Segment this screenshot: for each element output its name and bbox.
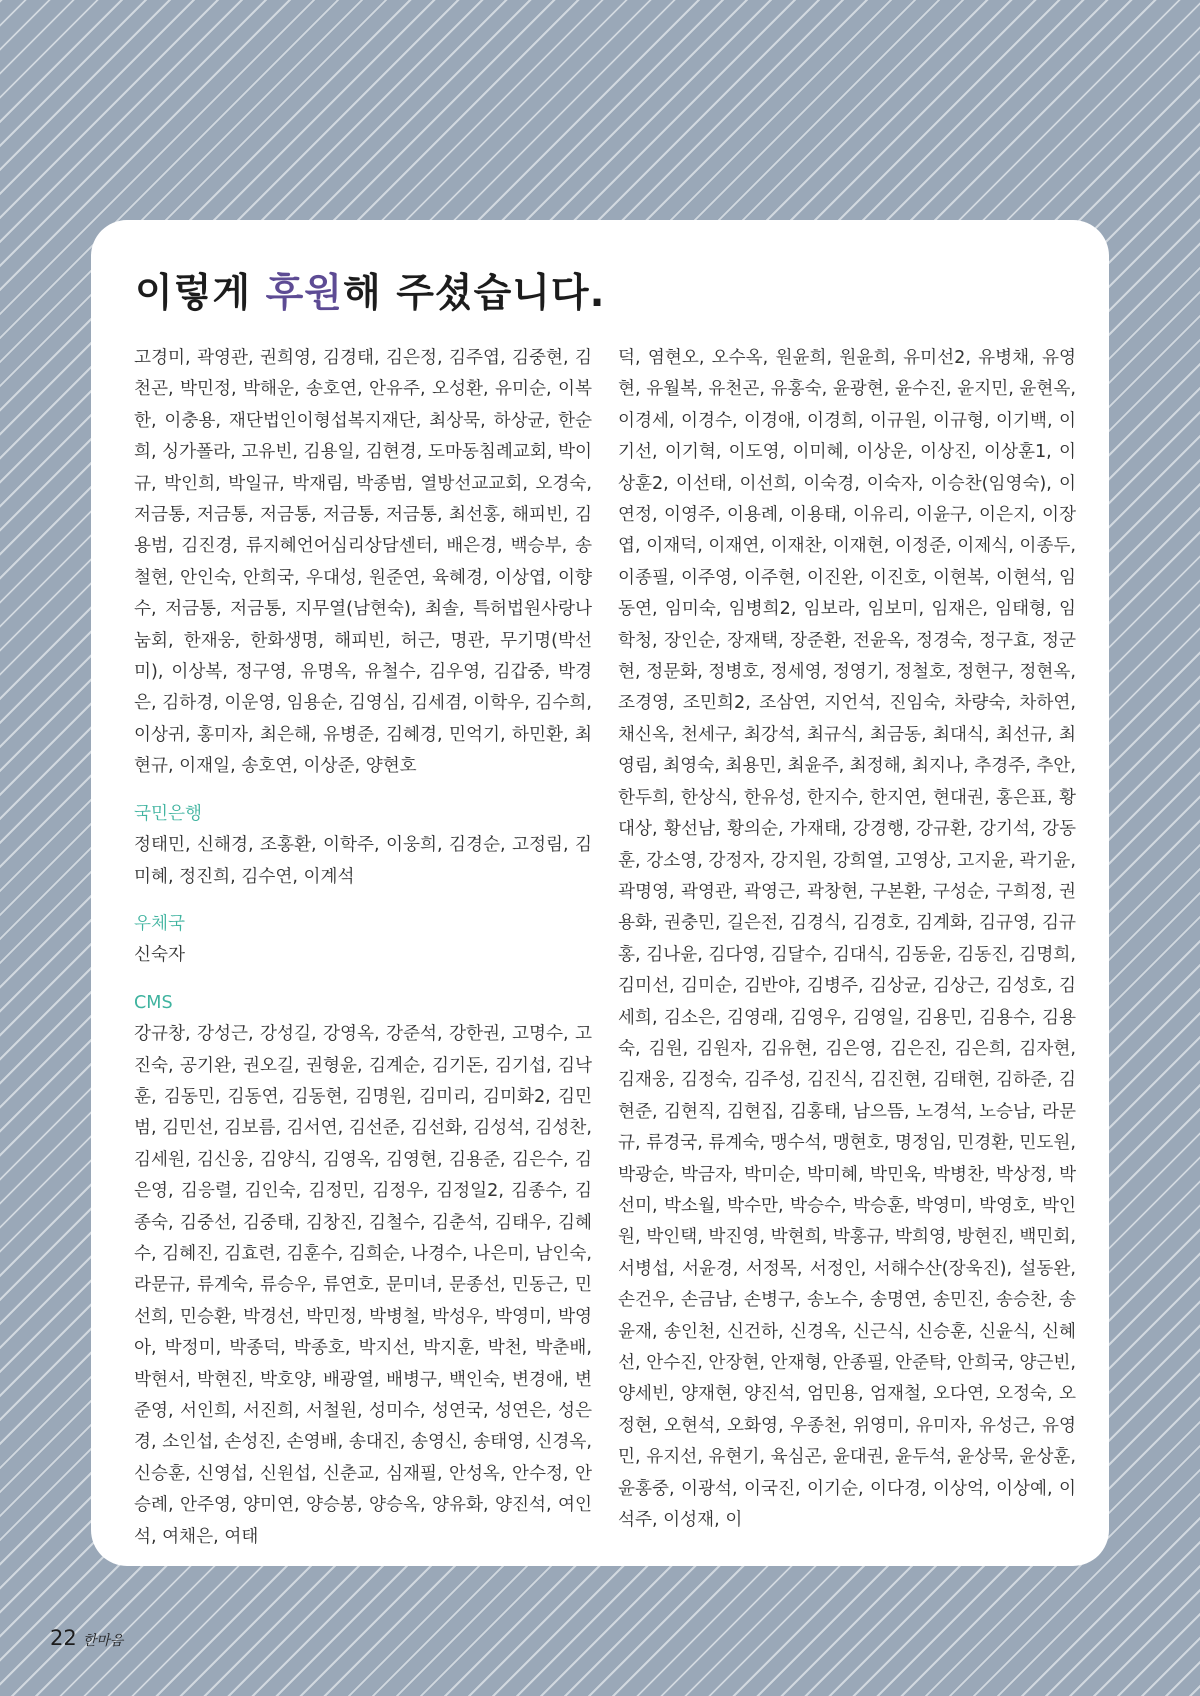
page-title: [135, 262, 605, 318]
page-footer: [50, 1626, 123, 1650]
title-accent: 후원: [265, 271, 343, 316]
donor-list-general: 고경미, 곽영관, 권희영, 김경태, 김은정, 김주엽, 김중현, 김천곤, 박민정, 박해운, 송호연, 안유주, 오성환, 유미순, 이복한, 이충용, 재단법인이형섭복지재단, 최상묵, 하상균, 한순희, 싱가폴라, 고유빈, 김용일, 김현경, 도마동침례교회, 박이규, 박인희, 박일규, 박재림, 박종범, 열방선교교회, 오경숙, 저금통, 저금통, 저금통, 저금통, 저금통, 최선홍, 해피빈, 김용범, 김진경, 류지혜언어심리상담센터, 배은경, 백승부, 송철현, 안인숙, 안희국, 우대성, 원준연, 육혜경, 이상엽, 이향수, 저금통, 저금통, 지무열(남현숙), 최솔, 특허법원사랑나눔회, 한재웅, 한화생명, 해피빈, 허근, 명관, 무기명(박선미), 이상복, 정구영, 유명옥, 유철수, 김우영, 김갑중, 박경은, 김하경, 이운영, 임용순, 김영심, 김세겸, 이학우, 김수희, 이상귀, 홍미자, 최은해, 유병준, 김혜경, 민억기, 하민환, 최현규, 이재일, 송호연, 이상준, 양현호: [134, 348, 593, 777]
magazine-logo: 한마음: [82, 1633, 124, 1649]
donor-list-kookmin: 정태민, 신해경, 조홍환, 이학주, 이웅희, 김경순, 고정림, 김미혜, 정진희, 김수연, 이계석: [134, 835, 592, 887]
right-column: [618, 343, 1076, 1536]
section-head-cms: CMS: [134, 992, 173, 1013]
donor-list-post: 신숙자: [134, 945, 185, 966]
title-before: 이렇게: [135, 271, 266, 316]
section-head-post: 우체국: [134, 913, 185, 934]
section-head-kookmin: 국민은행: [134, 803, 202, 824]
donor-list-card: [91, 220, 1109, 1566]
left-column: [134, 343, 592, 1553]
page-number: 22: [50, 1626, 77, 1650]
donor-list-cms-continued: 덕, 염현오, 오수옥, 원윤희, 원윤희, 유미선2, 유병채, 유영현, 유월복, 유천곤, 유홍숙, 윤광현, 윤수진, 윤지민, 윤현옥, 이경세, 이경수, 이경애, 이경희, 이규원, 이규형, 이기백, 이기선, 이기혁, 이도영, 이미혜, 이상운, 이상진, 이상훈1, 이상훈2, 이선태, 이선희, 이숙경, 이숙자, 이승찬(임영숙), 이연정, 이영주, 이용례, 이용태, 이유리, 이윤구, 이은지, 이장엽, 이재덕, 이재연, 이재찬, 이재현, 이정준, 이제식, 이종두, 이종필, 이주영, 이주현, 이진완, 이진호, 이현복, 이현석, 임동연, 임미숙, 임병희2, 임보라, 임보미, 임재은, 임태형, 임학청, 장인순, 장재택, 장준환, 전윤옥, 정경숙, 정구효, 정군현, 정문화, 정병호, 정세영, 정영기, 정철호, 정현구, 정현옥, 조경영, 조민희2, 조삼연, 지언석, 진임숙, 차량숙, 차하연, 채신옥, 천세구, 최강석, 최규식, 최금동, 최대식, 최선규, 최영림, 최영숙, 최용민, 최윤주, 최정해, 최지나, 추경주, 추안, 한두희, 한상식, 한유성, 한지수, 한지연, 현대권, 홍은표, 황대상, 황선남, 황의순, 가재태, 강경행, 강규환, 강기석, 강동훈, 강소영, 강정자, 강지원, 강희열, 고영상, 고지윤, 곽기윤, 곽명영, 곽영관, 곽영근, 곽창현, 구본환, 구성순, 구희정, 권용화, 권충민, 길은전, 김경식, 김경호, 김계화, 김규영, 김규홍, 김나윤, 김다영, 김달수, 김대식, 김동윤, 김동진, 김명희, 김미선, 김미순, 김반야, 김병주, 김상균, 김상근, 김성호, 김세희, 김소은, 김영래, 김영우, 김영일, 김용민, 김용수, 김용숙, 김원, 김원자, 김유현, 김은영, 김은진, 김은희, 김자현, 김재웅, 김정숙, 김주성, 김진식, 김진현, 김태현, 김하준, 김현준, 김현직, 김현집, 김홍태, 남으뜸, 노경석, 노승남, 라문규, 류경국, 류계숙, 맹수석, 맹현호, 명정임, 민경환, 민도원, 박광순, 박금자, 박미순, 박미혜, 박민욱, 박병찬, 박상정, 박선미, 박소월, 박수만, 박승수, 박승훈, 박영미, 박영호, 박인원, 박인택, 박진영, 박현희, 박홍규, 박희영, 방현진, 백민회, 서병섭, 서윤경, 서정목, 서정인, 서해수산(장욱진), 설동완, 손건우, 손금남, 손병구, 송노수, 송명연, 송민진, 송승찬, 송윤재, 송인천, 신건하, 신경옥, 신근식, 신승훈, 신윤식, 신혜선, 안수진, 안장현, 안재형, 안종필, 안준탁, 안희국, 양근빈, 양세빈, 양재현, 양진석, 엄민용, 엄재철, 오다연, 오정숙, 오정현, 오현석, 오화영, 우종천, 위영미, 유미자, 유성근, 유영민, 유지선, 유현기, 육심곤, 윤대권, 윤두석, 윤상묵, 윤상훈, 윤홍중, 이광석, 이국진, 이기순, 이다경, 이상억, 이상예, 이석주, 이성재, 이: [618, 348, 1076, 1531]
donor-list-cms: 강규창, 강성근, 강성길, 강영옥, 강준석, 강한권, 고명수, 고진숙, 공기완, 권오길, 권형윤, 김계순, 김기돈, 김기섭, 김낙훈, 김동민, 김동연, 김동현, 김명원, 김미리, 김미화2, 김민범, 김민선, 김보름, 김서연, 김선준, 김선화, 김성석, 김성찬, 김세원, 김신웅, 김양식, 김영옥, 김영현, 김용준, 김은수, 김은영, 김응렬, 김인숙, 김정민, 김정우, 김정일2, 김종수, 김종숙, 김중선, 김중태, 김창진, 김철수, 김춘석, 김태우, 김혜수, 김혜진, 김효련, 김훈수, 김희순, 나경수, 나은미, 남인숙, 라문규, 류계숙, 류승우, 류연호, 문미녀, 문종선, 민동근, 민선희, 민승환, 박경선, 박민정, 박병철, 박성우, 박영미, 박영아, 박정미, 박종덕, 박종호, 박지선, 박지훈, 박천, 박춘배, 박현서, 박현진, 박호양, 배광열, 배병구, 백인숙, 변경애, 변준영, 서인희, 서진희, 서철원, 성미수, 성연국, 성연은, 성은경, 소인섭, 손성진, 손영배, 송대진, 송영신, 송태영, 신경옥, 신승훈, 신영섭, 신원섭, 신춘교, 심재필, 안성옥, 안수정, 안승례, 안주영, 양미연, 양승봉, 양승옥, 양유화, 양진석, 여인석, 여채은, 여태: [134, 1024, 592, 1547]
title-after: 해 주셨습니다.: [342, 271, 606, 316]
